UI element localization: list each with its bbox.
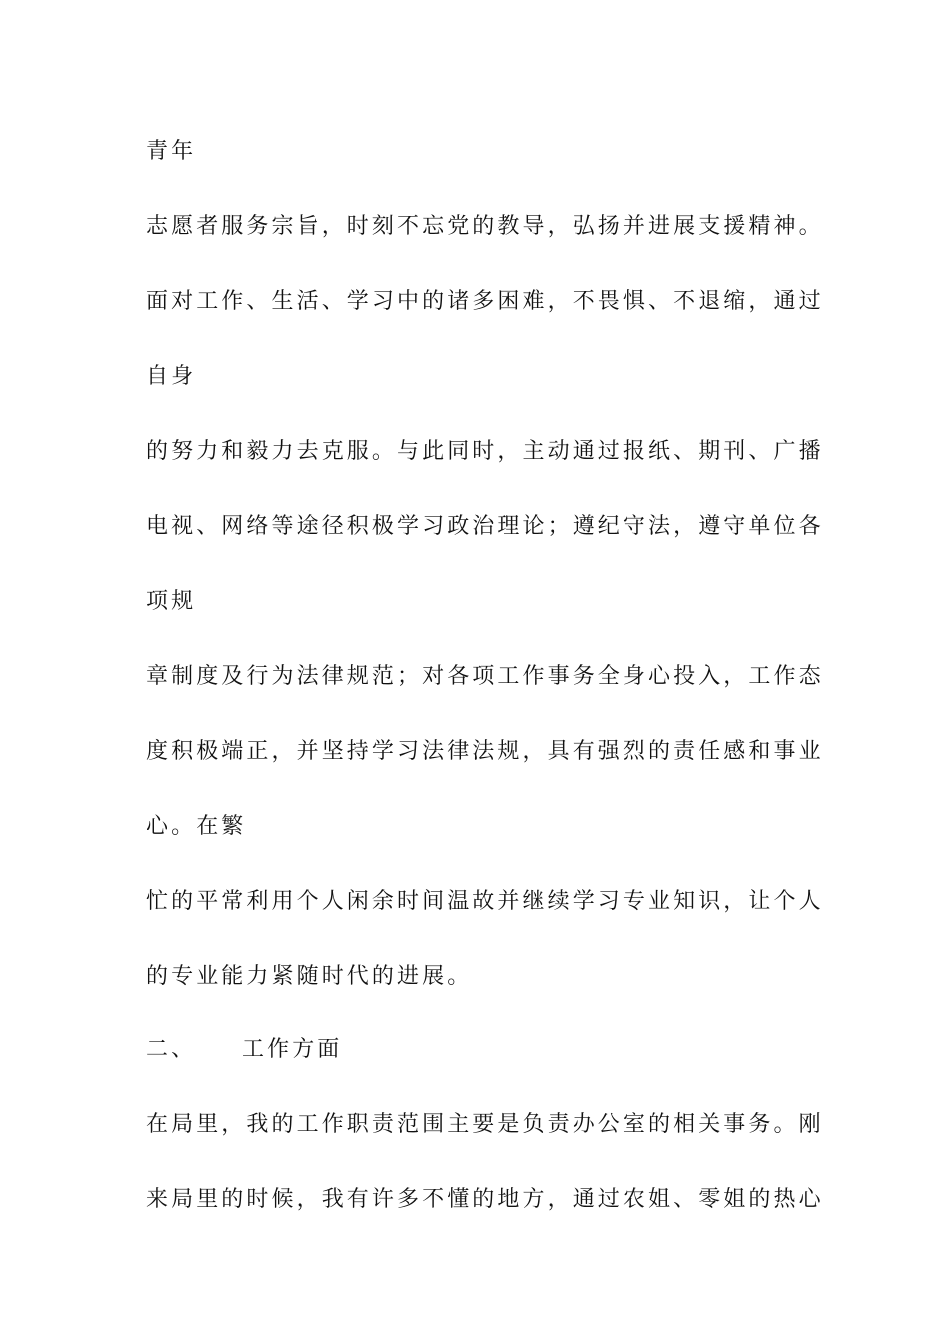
paragraph-line: 忙的平常利用个人闲余时间温故并继续学习专业知识，让个人 xyxy=(146,889,824,914)
paragraph-line: 章制度及行为法律规范；对各项工作事务全身心投入，工作态 xyxy=(146,664,824,689)
section-number: 二、 xyxy=(146,1037,197,1062)
paragraph-line: 来局里的时候，我有许多不懂的地方，通过农姐、零姐的热心 xyxy=(146,1187,824,1212)
paragraph-line: 度积极端正，并坚持学习法律法规，具有强烈的责任感和事业 xyxy=(146,739,824,764)
paragraph-line: 的专业能力紧随时代的进展。 xyxy=(146,964,473,989)
paragraph-line: 在局里，我的工作职责范围主要是负责办公室的相关事务。刚 xyxy=(146,1112,824,1137)
section-title: 工作方面 xyxy=(242,1037,343,1062)
paragraph-line: 电视、网络等途径积极学习政治理论；遵纪守法，遵守单位各 xyxy=(146,514,824,539)
paragraph-line: 自身 xyxy=(146,364,197,389)
paragraph-line: 志愿者服务宗旨，时刻不忘党的教导，弘扬并进展支援精神。 xyxy=(146,214,824,239)
paragraph-line: 青年 xyxy=(146,139,197,164)
paragraph-line: 的努力和毅力去克服。与此同时，主动通过报纸、期刊、广播 xyxy=(146,439,824,464)
paragraph-line: 项规 xyxy=(146,589,197,614)
paragraph-line: 心。在繁 xyxy=(146,814,247,839)
paragraph-line: 面对工作、生活、学习中的诸多困难，不畏惧、不退缩，通过 xyxy=(146,289,824,314)
